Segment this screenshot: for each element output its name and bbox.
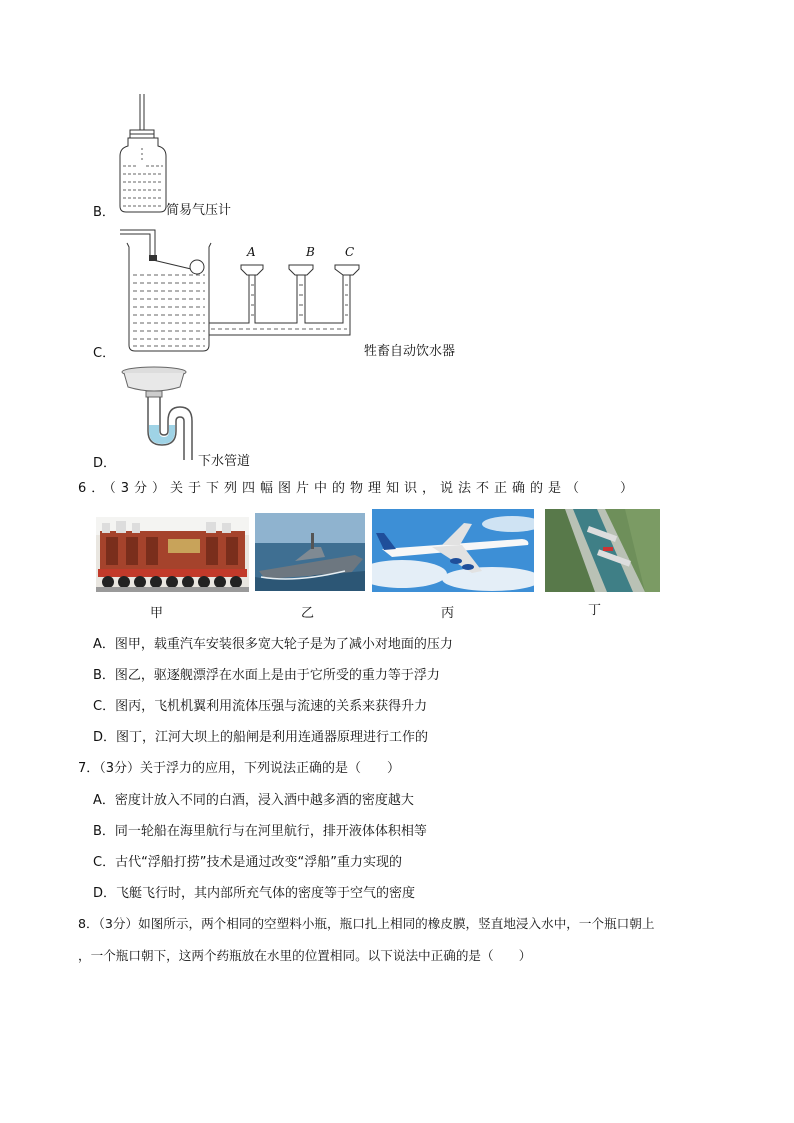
q7-option-d: D．飞艇飞行时，其内部所充气体的密度等于空气的密度 <box>93 886 416 901</box>
option-b-letter: B． <box>93 205 115 220</box>
water-feeder-figure <box>115 225 365 355</box>
photo-airplane <box>372 509 534 592</box>
drain-pipe-figure <box>118 365 203 470</box>
q6-image-label-ding: 丁 <box>588 603 602 618</box>
option-d-letter: D． <box>93 456 117 471</box>
option-d-caption: 下水管道 <box>198 454 251 469</box>
option-c-letter: C． <box>93 346 116 361</box>
q7-option-b: B．同一轮船在海里航行与在河里航行，排开液体体积相等 <box>93 824 427 839</box>
q7-option-c: C．古代“浮船打捞”技术是通过改变“浮船”重力实现的 <box>93 855 403 870</box>
q6-image-label-jia: 甲 <box>150 606 164 621</box>
q6-image-label-yi: 乙 <box>301 606 315 621</box>
q6-stem: 6．（3分）关于下列四幅图片中的物理知识，说法不正确的是（ ） <box>78 481 639 496</box>
q6-option-a: A．图甲，载重汽车安装很多宽大轮子是为了减小对地面的压力 <box>93 637 453 652</box>
photo-heavy-truck <box>96 517 249 592</box>
q6-option-d: D．图丁，江河大坝上的船闸是利用连通器原理进行工作的 <box>93 730 429 745</box>
photo-ship-lock <box>545 509 660 592</box>
tube-label-c: C <box>345 245 355 259</box>
q8-stem-line2: ，一个瓶口朝下，这两个药瓶放在水里的位置相同。以下说法中正确的是（ ） <box>78 948 532 963</box>
option-b-caption: 简易气压计 <box>166 203 232 218</box>
option-c-caption: 牲畜自动饮水器 <box>364 344 456 359</box>
q6-image-label-bing: 丙 <box>441 606 455 621</box>
q6-option-c: C．图丙，飞机机翼利用流体压强与流速的关系来获得升力 <box>93 699 428 714</box>
q7-stem: 7．（3分）关于浮力的应用，下列说法正确的是（ ） <box>78 761 401 776</box>
q8-stem-line1: 8．（3分）如图所示，两个相同的空塑料小瓶，瓶口扎上相同的橡皮膜，竖直地浸入水中，一个瓶口朝上 <box>78 916 655 931</box>
tube-label-b: B <box>306 245 315 259</box>
q6-option-b: B．图乙，驱逐舰漂浮在水面上是由于它所受的重力等于浮力 <box>93 668 440 683</box>
tube-label-a: A <box>247 245 256 259</box>
photo-destroyer <box>255 513 365 591</box>
q7-option-a: A．密度计放入不同的白酒，浸入酒中越多酒的密度越大 <box>93 793 414 808</box>
